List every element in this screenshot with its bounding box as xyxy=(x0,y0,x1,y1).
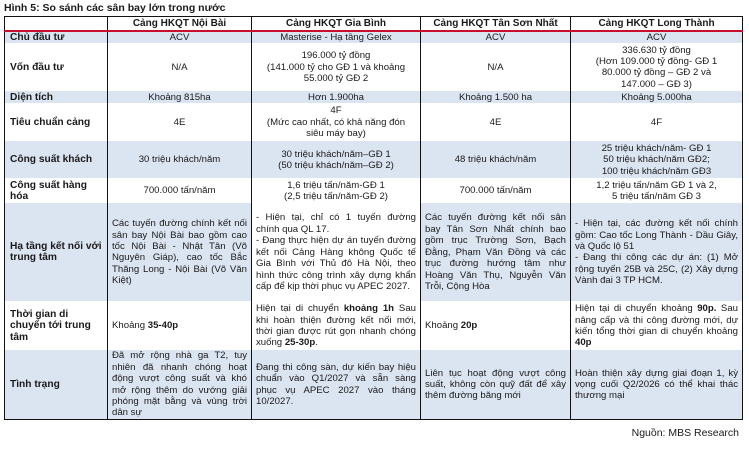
cell-gia-binh xyxy=(252,301,421,350)
cell-noi-bai xyxy=(108,301,252,350)
cell-gia-binh: Đang thi công sàn, dự kiến bay hiệu chuẩn vào Q1/2027 và sẵn sàng phục vụ APEC 2027 vào tháng 10/2027. xyxy=(252,350,421,419)
cell-long-thanh: ACV xyxy=(571,31,743,43)
cell-line: 1,6 triệu tấn/năm-GĐ 1 xyxy=(287,179,385,191)
row-label: Thời gian di chuyển tới trung tâm xyxy=(5,301,108,350)
table-row-owner xyxy=(5,31,743,43)
table-row-capital xyxy=(5,43,743,91)
cell-line: 55.000 tỷ GĐ 2 xyxy=(303,73,369,85)
cell-long-thanh xyxy=(571,203,743,301)
table-row-infrastructure xyxy=(5,203,743,301)
table-row-cargo xyxy=(5,178,743,203)
cell-line: 1,2 triệu tấn/năm GĐ 1 và 2, xyxy=(596,179,717,191)
cell-long-thanh: Hoàn thiện xây dựng giai đoạn 1, kỳ vọng cuối Q2/2026 có thể khai thác thương mại xyxy=(571,350,743,419)
cell-long-thanh: 4F xyxy=(571,103,743,141)
cell-tan-son-nhat: ACV xyxy=(421,31,571,43)
cell-line: - Hiện tại, chỉ có 1 tuyến đường chính qua QL 17. xyxy=(256,212,416,235)
cell-long-thanh: Khoảng 5.000ha xyxy=(571,91,743,103)
cell-long-thanh xyxy=(571,141,743,178)
cell-tan-son-nhat: Khoảng 1.500 ha xyxy=(421,91,571,103)
text: Sau khi hoàn thiện đường kết nối mới, thời gian được rút gọn nhanh chóng xuống xyxy=(256,303,416,349)
cell-line: 25 triệu khách/năm- GĐ 1 xyxy=(601,142,712,154)
cell-tan-son-nhat: 700.000 tấn/năm xyxy=(421,178,571,203)
table-row-passenger xyxy=(5,141,743,178)
source-note: Nguồn: MBS Research xyxy=(631,427,739,439)
row-label: Tình trạng xyxy=(5,350,108,419)
cell-line: 5 triệu tấn/năm GĐ 3 xyxy=(611,190,702,202)
text: Khoảng xyxy=(112,320,148,332)
cell-tan-son-nhat: N/A xyxy=(421,43,571,91)
highlight: 25-30p xyxy=(284,337,316,349)
header-gia-binh: Cảng HKQT Gia Bình xyxy=(252,17,421,32)
header-noi-bai: Cảng HKQT Nội Bài xyxy=(108,17,252,32)
airport-comparison-table xyxy=(4,16,743,420)
cell-line: 4F xyxy=(330,105,342,117)
cell-line: (Hơn 109.000 tỷ đồng- GĐ 1 xyxy=(595,56,718,67)
table-row-standard xyxy=(5,103,743,141)
text: Khoảng xyxy=(425,320,461,332)
highlight: 35-40p xyxy=(147,320,179,332)
table-row-travel-time xyxy=(5,301,743,350)
row-label: Công suất hàng hóa xyxy=(5,178,108,203)
row-label: Công suất khách xyxy=(5,141,108,178)
cell-gia-binh: Masterise - Hạ tầng Gelex xyxy=(252,31,421,43)
highlight: 40p xyxy=(575,337,592,349)
cell-gia-binh xyxy=(252,178,421,203)
cell-line: 100 triệu khách/năm GĐ3 xyxy=(601,165,712,177)
cell-tan-son-nhat: 4E xyxy=(421,103,571,141)
cell-line: 80.000 tỷ đồng – GĐ 2 và xyxy=(601,67,712,79)
cell-line: (2,5 triệu tấn/năm-GĐ 2) xyxy=(284,190,388,202)
row-label: Diện tích xyxy=(5,91,108,103)
header-blank xyxy=(5,17,108,32)
cell-noi-bai: N/A xyxy=(108,43,252,91)
cell-line: (Mức cao nhất, có khả năng đón xyxy=(266,116,406,128)
header-long-thanh: Cảng HKQT Long Thành xyxy=(571,17,743,32)
cell-noi-bai: ACV xyxy=(108,31,252,43)
cell-gia-binh xyxy=(252,141,421,178)
highlight: khoảng 1h xyxy=(343,303,395,315)
cell-line: - Đang thi công các dự án: (1) Mở rộng tuyến 25B và 25C, (2) Xây dựng Vành đai 3 TP HCM. xyxy=(575,252,738,287)
cell-tan-son-nhat: 48 triệu khách/năm xyxy=(421,141,571,178)
highlight: 20p xyxy=(460,320,478,332)
cell-line: siêu máy bay) xyxy=(306,128,366,140)
table-header-row xyxy=(5,17,743,32)
text: Hiện tại di chuyển xyxy=(256,303,344,315)
cell-tan-son-nhat: Liên tục hoạt động vượt công suất, không còn quỹ đất để xây thêm đường băng mới xyxy=(421,350,571,419)
header-tan-son-nhat: Cảng HKQT Tân Sơn Nhất xyxy=(421,17,571,32)
cell-line: (50 triệu khách/năm–GĐ 2) xyxy=(278,159,394,171)
table-row-status xyxy=(5,350,743,419)
row-label: Vốn đầu tư xyxy=(5,43,108,91)
row-label: Tiêu chuẩn cảng xyxy=(5,103,108,141)
cell-long-thanh xyxy=(571,301,743,350)
cell-gia-binh xyxy=(252,203,421,301)
cell-line: 196.000 tỷ đồng xyxy=(301,50,371,62)
cell-gia-binh xyxy=(252,43,421,91)
cell-long-thanh xyxy=(571,178,743,203)
row-label: Hạ tầng kết nối với trung tâm xyxy=(5,203,108,301)
cell-tan-son-nhat: Các tuyến đường kết nối sân bay Tân Sơn Nhất chính bao gồm trục Trường Sơn, Bạch Đằng, Phạm Văn Đồng và các trục đường hướng tâm như Hoàng Văn Thụ, Nguyễn Văn Trỗi, Cộng Hòa xyxy=(421,203,571,301)
cell-noi-bai: 4E xyxy=(108,103,252,141)
text: . xyxy=(315,337,318,349)
cell-line: - Hiện tại, các đường kết nối chính gồm: Cao tốc Long Thành - Dầu Giây, và Quốc lộ 51 xyxy=(575,218,738,252)
text: Sau nâng cấp và thi công đường mới, dự kiến tổng thời gian di chuyển khoảng xyxy=(575,303,738,337)
row-label: Chủ đầu tư xyxy=(5,31,108,43)
table-row-area xyxy=(5,91,743,103)
cell-noi-bai: Các tuyến đường chính kết nối sân bay Nội Bài bao gồm cao tốc Nội Bài - Nhật Tân (Võ Nguyên Giáp), cao tốc Bắc Thăng Long - Nội Bài (Võ Văn Kiệt) xyxy=(108,203,252,301)
cell-gia-binh xyxy=(252,103,421,141)
cell-gia-binh: Hơn 1.900ha xyxy=(252,91,421,103)
cell-noi-bai: 700.000 tấn/năm xyxy=(108,178,252,203)
figure-caption: Hình 5: So sánh các sân bay lớn trong nước xyxy=(4,2,226,14)
cell-line: 147.000 – GĐ 3) xyxy=(621,78,692,90)
cell-line: 50 triệu khách/năm GĐ2; xyxy=(603,154,710,166)
highlight: 90p. xyxy=(697,303,717,315)
cell-line: (141.000 tỷ cho GĐ 1 và khoảng xyxy=(266,61,406,73)
cell-tan-son-nhat xyxy=(421,301,571,350)
cell-line: - Đang thực hiện dự án tuyến đường kết nối Cảng Hàng không Quốc tế Gia Bình với Thủ đô Hà Nội, theo hình thức công trình xây dựng khẩn cấp để kịp thời phục vụ APEC 2027. xyxy=(256,235,416,292)
cell-line: 336.630 tỷ đồng xyxy=(622,44,691,56)
cell-line: 30 triệu khách/năm–GĐ 1 xyxy=(281,148,391,160)
cell-noi-bai: 30 triệu khách/năm xyxy=(108,141,252,178)
cell-noi-bai: Khoảng 815ha xyxy=(108,91,252,103)
cell-noi-bai: Đã mở rộng nhà ga T2, tuy nhiên đã nhanh chóng hoạt động vượt công suất và khó mở rộng thêm do vướng giải phóng mặt bằng và vùng trời dân sự xyxy=(108,350,252,419)
text: Hiện tại di chuyển khoảng xyxy=(575,303,698,315)
cell-long-thanh xyxy=(571,43,743,91)
